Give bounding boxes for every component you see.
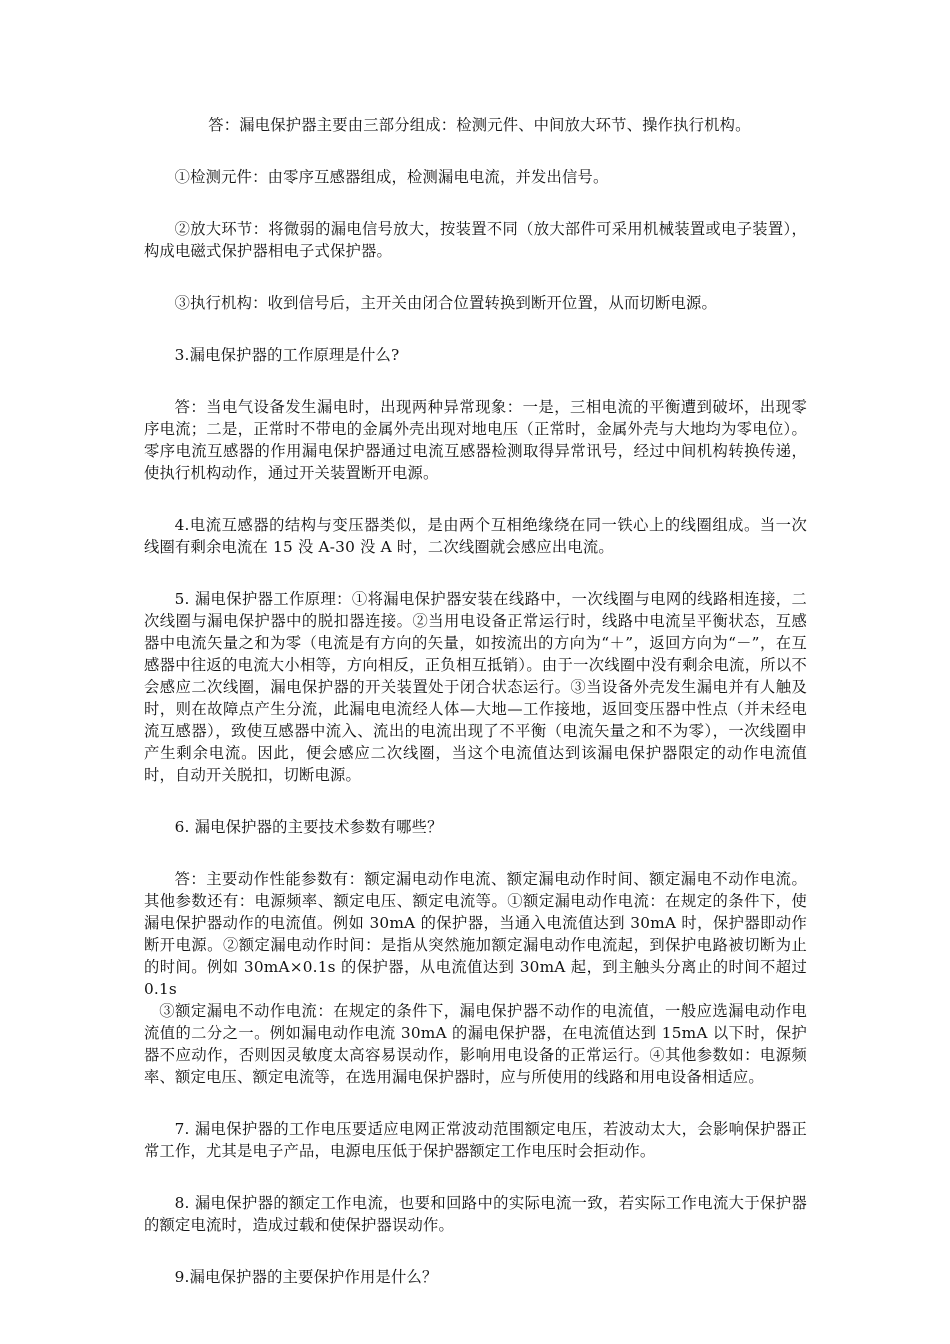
item-8-paragraph: 8. 漏电保护器的额定工作电流，也要和回路中的实际电流一致，若实际工作电流大于保护器的额定电流时，造成过载和使保护器误动作。: [144, 1194, 807, 1234]
detection-element-paragraph: ①检测元件：由零序互感器组成，检测漏电电流，并发出信号。: [174, 168, 609, 186]
item-5-paragraph: 5. 漏电保护器工作原理：①将漏电保护器安装在线路中，一次线圈与电网的线路相连接，二次线圈与漏电保护器中的脱扣器连接。②当用电设备正常运行时，线路中电流呈平衡状态，互感器中电流矢量之和为零（电流是有方向的矢量，如按流出的方向为“＋”，返回方向为“－”，在互感器中往返的电流大小相等，方向相反，正负相互抵销）。由于一次线圈中没有剩余电流，所以不会感应二次线圈，漏电保护器的开关装置处于闭合状态运行。③当设备外壳发生漏电并有人触及时，则在故障点产生分流，此漏电电流经人体—大地—工作接地，返回变压器中性点（并未经电流互感器），致使互感器中流入、流出的电流出现了不平衡（电流矢量之和不为零），一次线圈申产生剩余电流。因此，便会感应二次线圈，当这个电流值达到该漏电保护器限定的动作电流值时，自动开关脱扣，切断电源。: [144, 590, 807, 784]
item-7-paragraph: 7. 漏电保护器的工作电压要适应电网正常波动范围额定电压，若波动太大，会影响保护器正常工作，尤其是电子产品，电源电压低于保护器额定工作电压时会拒动作。: [144, 1120, 807, 1160]
amplifier-paragraph: ②放大环节：将微弱的漏电信号放大，按装置不同（放大部件可采用机械装置或电子装置），构成电磁式保护器相电子式保护器。: [144, 220, 807, 260]
answer-paragraph: 答：漏电保护器主要由三部分组成：检测元件、中间放大环节、操作执行机构。: [208, 116, 751, 134]
actuator-paragraph: ③执行机构：收到信号后，主开关由闭合位置转换到断开位置，从而切断电源。: [174, 294, 717, 312]
answer-6-continued-paragraph: ③额定漏电不动作电流：在规定的条件下，漏电保护器不动作的电流值，一般应选漏电动作电流值的二分之一。例如漏电动作电流 30mA 的漏电保护器，在电流值达到 15mA 以下时，保护器不应动作，否则因灵敏度太高容易误动作，影响用电设备的正常运行。④其他参数如：电源频率、额定电压、额定电流等，在选用漏电保护器时，应与所使用的线路和用电设备相适应。: [144, 1002, 807, 1086]
question-6-heading: 6. 漏电保护器的主要技术参数有哪些？: [174, 818, 443, 836]
answer-6-paragraph: 答：主要动作性能参数有：额定漏电动作电流、额定漏电动作时间、额定漏电不动作电流。其他参数还有：电源频率、额定电压、额定电流等。①额定漏电动作电流：在规定的条件下，使漏电保护器动作的电流值。例如 30mA 的保护器，当通入电流值达到 30mA 时，保护器即动作断开电源。②额定漏电动作时间：是指从突然施加额定漏电动作电流起，到保护电路被切断为止的时间。例如 30mA×0.1s 的保护器，从电流值达到 30mA 起，到主触头分离止的时间不超过 0.1s: [144, 870, 807, 998]
question-3-heading: 3.漏电保护器的工作原理是什么?: [174, 346, 400, 364]
document-page: [144, 114, 807, 1288]
question-9-heading: 9.漏电保护器的主要保护作用是什么？: [174, 1268, 438, 1286]
item-4-paragraph: 4.电流互感器的结构与变压器类似，是由两个互相绝缘绕在同一铁心上的线圈组成。当一次线圈有剩余电流在 15 没 A-30 没 A 时，二次线圈就会感应出电流。: [144, 516, 807, 556]
answer-3-paragraph: 答：当电气设备发生漏电时，出现两种异常现象：一是，三相电流的平衡遭到破坏，出现零序电流；二是，正常时不带电的金属外壳出现对地电压（正常时，金属外壳与大地均为零电位）。零序电流互感器的作用漏电保护器通过电流互感器检测取得异常讯号，经过中间机构转换传递，使执行机构动作，通过开关装置断开电源。: [144, 398, 807, 482]
